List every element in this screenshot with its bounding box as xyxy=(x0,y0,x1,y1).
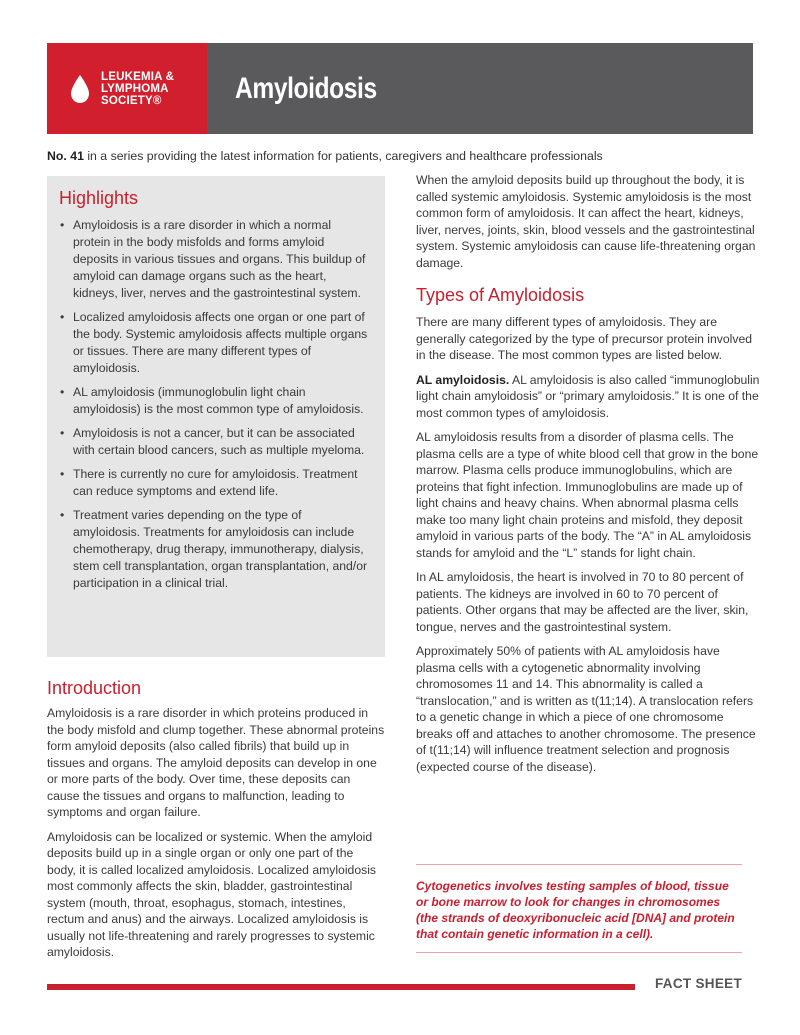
lls-logo xyxy=(47,43,207,134)
bullet-icon: • xyxy=(60,218,65,232)
callout-text: Cytogenetics involves testing samples of blood, tissue or bone marrow to look for changes in chromosomes (the strands of deoxyribonucleic acid [DNA] and protein that contain genetic information in a cell). xyxy=(416,879,735,941)
highlight-text: Amyloidosis is a rare disorder in which a normal protein in the body misfolds and forms amyloid deposits in various tissues and organs. This buildup of amyloid can damage organs such as the heart, kidneys, liver, nerves and the gastrointestinal system. xyxy=(73,218,366,300)
highlight-text: Treatment varies depending on the type of amyloidosis. Treatments for amyloidosis can include chemotherapy, drug therapy, immunotherapy, dialysis, stem cell transplantation, organ transplantation, and/or participation in a clinical trial. xyxy=(73,508,368,590)
highlights-list xyxy=(59,217,371,592)
page-title: Amyloidosis xyxy=(235,71,377,105)
highlight-item xyxy=(59,384,371,418)
bullet-icon: • xyxy=(60,426,65,440)
footer-bar xyxy=(47,984,635,990)
highlight-text: Amyloidosis is not a cancer, but it can be associated with certain blood cancers, such as multiple myeloma. xyxy=(73,426,365,457)
series-number: No. 41 xyxy=(47,149,84,163)
logo-line: LYMPHOMA xyxy=(101,82,169,95)
highlights-box xyxy=(47,176,385,657)
al-paragraph: Approximately 50% of patients with AL amyloidosis have plasma cells with a cytogenetic abnormality involving chromosomes 11 and 14. This abnormality is called a “translocation,” and is written as t(11;14). A translocation refers to a genetic change in which a piece of one chromosome breaks off and attaches to another chromosome. The presence of t(11;14) will influence treatment selection and prognosis (expected course of the disease). xyxy=(416,644,756,774)
introduction-section xyxy=(47,678,385,969)
highlight-item xyxy=(59,466,371,500)
al-paragraph xyxy=(416,372,762,422)
highlight-item xyxy=(59,309,371,377)
highlight-item xyxy=(59,507,371,592)
introduction-heading: Introduction xyxy=(47,678,142,698)
bullet-icon: • xyxy=(60,385,65,399)
series-line xyxy=(47,149,603,163)
logo-text xyxy=(101,71,174,107)
highlight-item xyxy=(59,425,371,459)
fact-sheet-label: FACT SHEET xyxy=(655,976,743,991)
types-paragraph: There are many different types of amyloidosis. They are generally categorized by the type of precursor protein involved in the disease. The most common types are listed below. xyxy=(416,315,753,362)
types-heading: Types of Amyloidosis xyxy=(416,285,585,305)
introduction-paragraph: Amyloidosis can be localized or systemic. When the amyloid deposits build up in a single organ or only one part of the body, it is called localized amyloidosis. Localized amyloidosis most commonly affects the skin, bladder, gastrointestinal system (mouth, throat, esophagus, stomach, intestines, rectum and anus) and the airways. Localized amyloidosis is usually not life-threatening and rarely progresses to systemic amyloidosis. xyxy=(47,829,376,959)
right-column xyxy=(416,172,762,783)
highlight-text: Localized amyloidosis affects one organ or one part of the body. Systemic amyloidosis affects multiple organs or tissues. There are many different types of amyloidosis. xyxy=(73,310,368,375)
logo-line: LEUKEMIA & xyxy=(101,70,175,83)
title-box xyxy=(207,43,753,134)
callout-box xyxy=(416,864,742,953)
bullet-icon: • xyxy=(60,467,65,481)
al-paragraph: In AL amyloidosis, the heart is involved in 70 to 80 percent of patients. The kidneys are involved in 60 to 70 percent of patients. Other organs that may be affected are the liver, skin, tongue, nerves and the gastrointestinal system. xyxy=(416,570,749,634)
al-paragraph: AL amyloidosis results from a disorder of plasma cells. The plasma cells are a type of white blood cell that grow in the bone marrow. Plasma cells produce immunoglobulins, which are proteins that fight infection. Immunoglobulins are made up of light chains and heavy chains. When abnormal plasma cells make too many light chain proteins and misfold, they deposit amyloid in various parts of the body. The “A” in AL amyloidosis stands for amyloid and the “L” stands for light chain. xyxy=(416,430,759,560)
highlight-item xyxy=(59,217,371,302)
bullet-icon: • xyxy=(60,508,65,522)
highlight-text: There is currently no cure for amyloidosis. Treatment can reduce symptoms and extend life. xyxy=(73,467,358,498)
bullet-icon: • xyxy=(60,310,65,324)
highlight-text: AL amyloidosis (immunoglobulin light chain amyloidosis) is the most common type of amyloidosis. xyxy=(73,385,364,416)
blood-drop-icon xyxy=(69,74,91,104)
header-banner xyxy=(47,43,753,134)
systemic-paragraph: When the amyloid deposits build up throughout the body, it is called systemic amyloidosis. Systemic amyloidosis is the most common form of amyloidosis. It can affect the heart, kidneys, liver, nerves, joints, skin, blood vessels and the gastrointestinal system. Systemic amyloidosis can cause life-threatening organ damage. xyxy=(416,173,756,270)
al-text: AL amyloidosis is also called “immunoglobulin light chain amyloidosis” or “primary amyloidosis.” It is one of the most common types of amyloidosis. xyxy=(416,372,760,420)
series-text: in a series providing the latest information for patients, caregivers and healthcare professionals xyxy=(83,149,603,163)
introduction-paragraph: Amyloidosis is a rare disorder in which proteins produced in the body misfold and clump together. These abnormal proteins form amyloid deposits (also called fibrils) that build up in tissues and organs. The amyloid deposits can develop in one or more parts of the body. Over time, these deposits can cause the tissues and organs to malfunction, leading to symptoms and organ failure. xyxy=(47,706,385,819)
al-label: AL amyloidosis. xyxy=(416,372,510,387)
logo-line: SOCIETY® xyxy=(101,94,162,107)
highlights-heading: Highlights xyxy=(59,188,139,208)
